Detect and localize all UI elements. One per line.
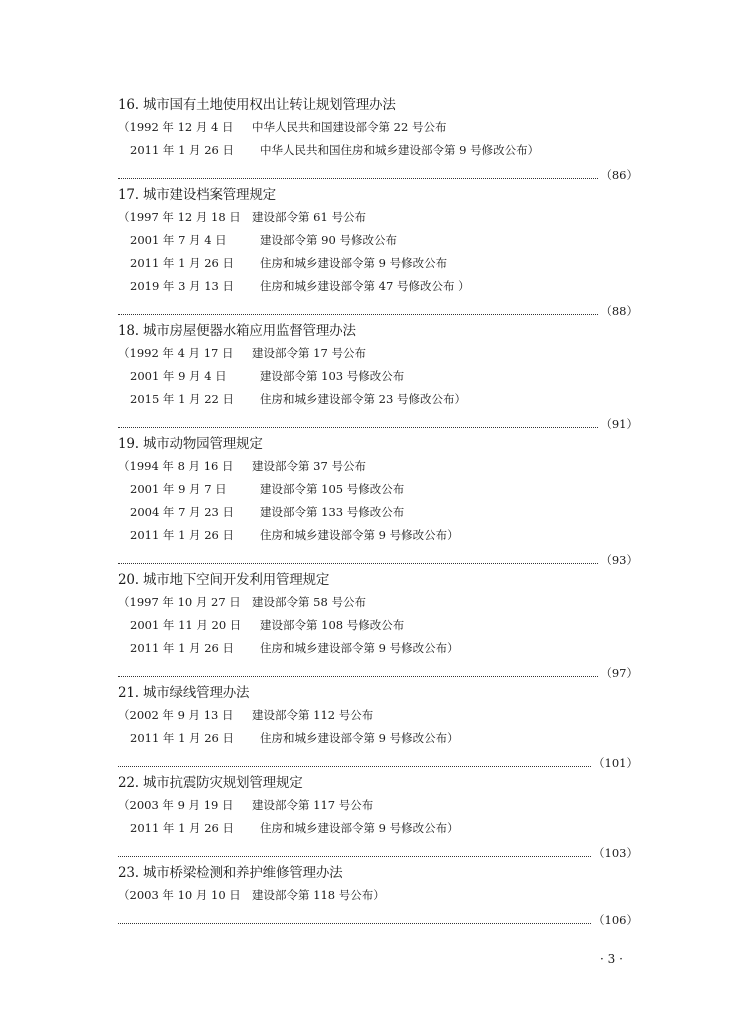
page-number[interactable]: （101）: [593, 756, 638, 770]
note-date: （1997 年 10 月 27 日: [118, 595, 241, 609]
note-text: 中华人民共和国建设部令第 22 号公布: [252, 120, 447, 134]
entry-title[interactable]: 21. 城市绿线管理办法: [118, 685, 250, 701]
leader-dots: [118, 923, 591, 924]
dot-leader: [118, 411, 638, 431]
note-date: （1992 年 4 月 17 日: [118, 346, 234, 360]
leader-dots: [118, 676, 598, 677]
note-date: 2011 年 1 月 26 日: [130, 256, 234, 270]
note-line: [118, 884, 638, 907]
note-date: 2011 年 1 月 26 日: [130, 528, 234, 542]
note-text: 建设部令第 61 号公布: [252, 210, 366, 224]
note-text: 住房和城乡建设部令第 9 号修改公布: [260, 256, 448, 270]
page-folio: · 3 ·: [600, 952, 623, 966]
page-number[interactable]: （106）: [593, 913, 638, 927]
note-date: 2015 年 1 月 22 日: [130, 392, 234, 406]
note-date: （2003 年 9 月 19 日: [118, 798, 234, 812]
note-line: [118, 591, 638, 614]
note-line: [118, 817, 638, 840]
note-text: 中华人民共和国住房和城乡建设部令第 9 号修改公布）: [260, 143, 540, 157]
note-text: 建设部令第 117 号公布: [252, 798, 374, 812]
note-date: （1994 年 8 月 16 日: [118, 459, 234, 473]
entry-title[interactable]: 16. 城市国有土地使用权出让转让规划管理办法: [118, 97, 396, 113]
note-line: [118, 524, 638, 547]
note-text: 住房和城乡建设部令第 9 号修改公布）: [260, 731, 459, 745]
note-text: 住房和城乡建设部令第 9 号修改公布）: [260, 641, 459, 655]
note-line: [118, 478, 638, 501]
note-date: 2001 年 9 月 7 日: [130, 482, 227, 496]
toc-entry[interactable]: [118, 682, 638, 770]
note-line: [118, 275, 638, 298]
note-date: 2004 年 7 月 23 日: [130, 505, 234, 519]
note-text: 建设部令第 17 号公布: [252, 346, 366, 360]
note-text: 住房和城乡建设部令第 23 号修改公布）: [260, 392, 466, 406]
note-text: 建设部令第 58 号公布: [252, 595, 366, 609]
note-date: 2011 年 1 月 26 日: [130, 731, 234, 745]
note-date: （2002 年 9 月 13 日: [118, 708, 234, 722]
leader-dots: [118, 427, 598, 428]
note-line: [118, 116, 638, 139]
note-text: 住房和城乡建设部令第 9 号修改公布）: [260, 821, 459, 835]
note-date: 2011 年 1 月 26 日: [130, 821, 234, 835]
toc-entry[interactable]: [118, 569, 638, 680]
leader-dots: [118, 178, 598, 179]
note-text: 建设部令第 133 号修改公布: [260, 505, 405, 519]
note-line: [118, 637, 638, 660]
note-date: 2011 年 1 月 26 日: [130, 641, 234, 655]
note-line: [118, 252, 638, 275]
note-date: 2001 年 9 月 4 日: [130, 369, 227, 383]
note-date: （1992 年 12 月 4 日: [118, 120, 234, 134]
note-date: （2003 年 10 月 10 日: [118, 888, 241, 902]
table-of-contents: [118, 94, 638, 929]
page-number[interactable]: （97）: [600, 666, 638, 680]
note-text: 建设部令第 108 号修改公布: [260, 618, 405, 632]
entry-title[interactable]: 20. 城市地下空间开发利用管理规定: [118, 572, 330, 588]
note-line: [118, 704, 638, 727]
page-number[interactable]: （88）: [600, 304, 638, 318]
entry-title[interactable]: 23. 城市桥梁检测和养护维修管理办法: [118, 865, 343, 881]
toc-entry[interactable]: [118, 184, 638, 318]
leader-dots: [118, 563, 598, 564]
page-number[interactable]: （93）: [600, 553, 638, 567]
toc-entry[interactable]: [118, 94, 638, 182]
dot-leader: [118, 298, 638, 318]
toc-entry[interactable]: [118, 433, 638, 567]
dot-leader: [118, 162, 638, 182]
note-text: 住房和城乡建设部令第 47 号修改公布 ）: [260, 279, 470, 293]
page-number[interactable]: （86）: [600, 168, 638, 182]
note-date: 2001 年 11 月 20 日: [130, 618, 242, 632]
note-line: [118, 501, 638, 524]
entry-title[interactable]: 18. 城市房屋便器水箱应用监督管理办法: [118, 323, 356, 339]
toc-entry[interactable]: [118, 862, 638, 927]
dot-leader: [118, 907, 638, 927]
note-line: [118, 794, 638, 817]
page-number[interactable]: （91）: [600, 417, 638, 431]
note-text: 建设部令第 118 号公布）: [252, 888, 385, 902]
note-line: [118, 206, 638, 229]
note-date: （1997 年 12 月 18 日: [118, 210, 241, 224]
note-line: [118, 455, 638, 478]
leader-dots: [118, 766, 591, 767]
dot-leader: [118, 840, 638, 860]
note-date: 2011 年 1 月 26 日: [130, 143, 234, 157]
entry-title[interactable]: 17. 城市建设档案管理规定: [118, 187, 276, 203]
note-text: 建设部令第 103 号修改公布: [260, 369, 405, 383]
note-date: 2019 年 3 月 13 日: [130, 279, 234, 293]
note-text: 建设部令第 112 号公布: [252, 708, 374, 722]
note-date: 2001 年 7 月 4 日: [130, 233, 227, 247]
note-text: 建设部令第 105 号修改公布: [260, 482, 405, 496]
note-line: [118, 614, 638, 637]
toc-entry[interactable]: [118, 772, 638, 860]
entry-title[interactable]: 19. 城市动物园管理规定: [118, 436, 263, 452]
note-text: 建设部令第 90 号修改公布: [260, 233, 397, 247]
toc-entry[interactable]: [118, 320, 638, 431]
note-line: [118, 388, 638, 411]
entry-title[interactable]: 22. 城市抗震防灾规划管理规定: [118, 775, 303, 791]
dot-leader: [118, 547, 638, 567]
dot-leader: [118, 660, 638, 680]
page-number[interactable]: （103）: [593, 846, 638, 860]
note-text: 建设部令第 37 号公布: [252, 459, 366, 473]
note-line: [118, 139, 638, 162]
note-line: [118, 342, 638, 365]
note-line: [118, 365, 638, 388]
leader-dots: [118, 856, 591, 857]
note-text: 住房和城乡建设部令第 9 号修改公布）: [260, 528, 459, 542]
note-line: [118, 727, 638, 750]
dot-leader: [118, 750, 638, 770]
note-line: [118, 229, 638, 252]
leader-dots: [118, 314, 598, 315]
